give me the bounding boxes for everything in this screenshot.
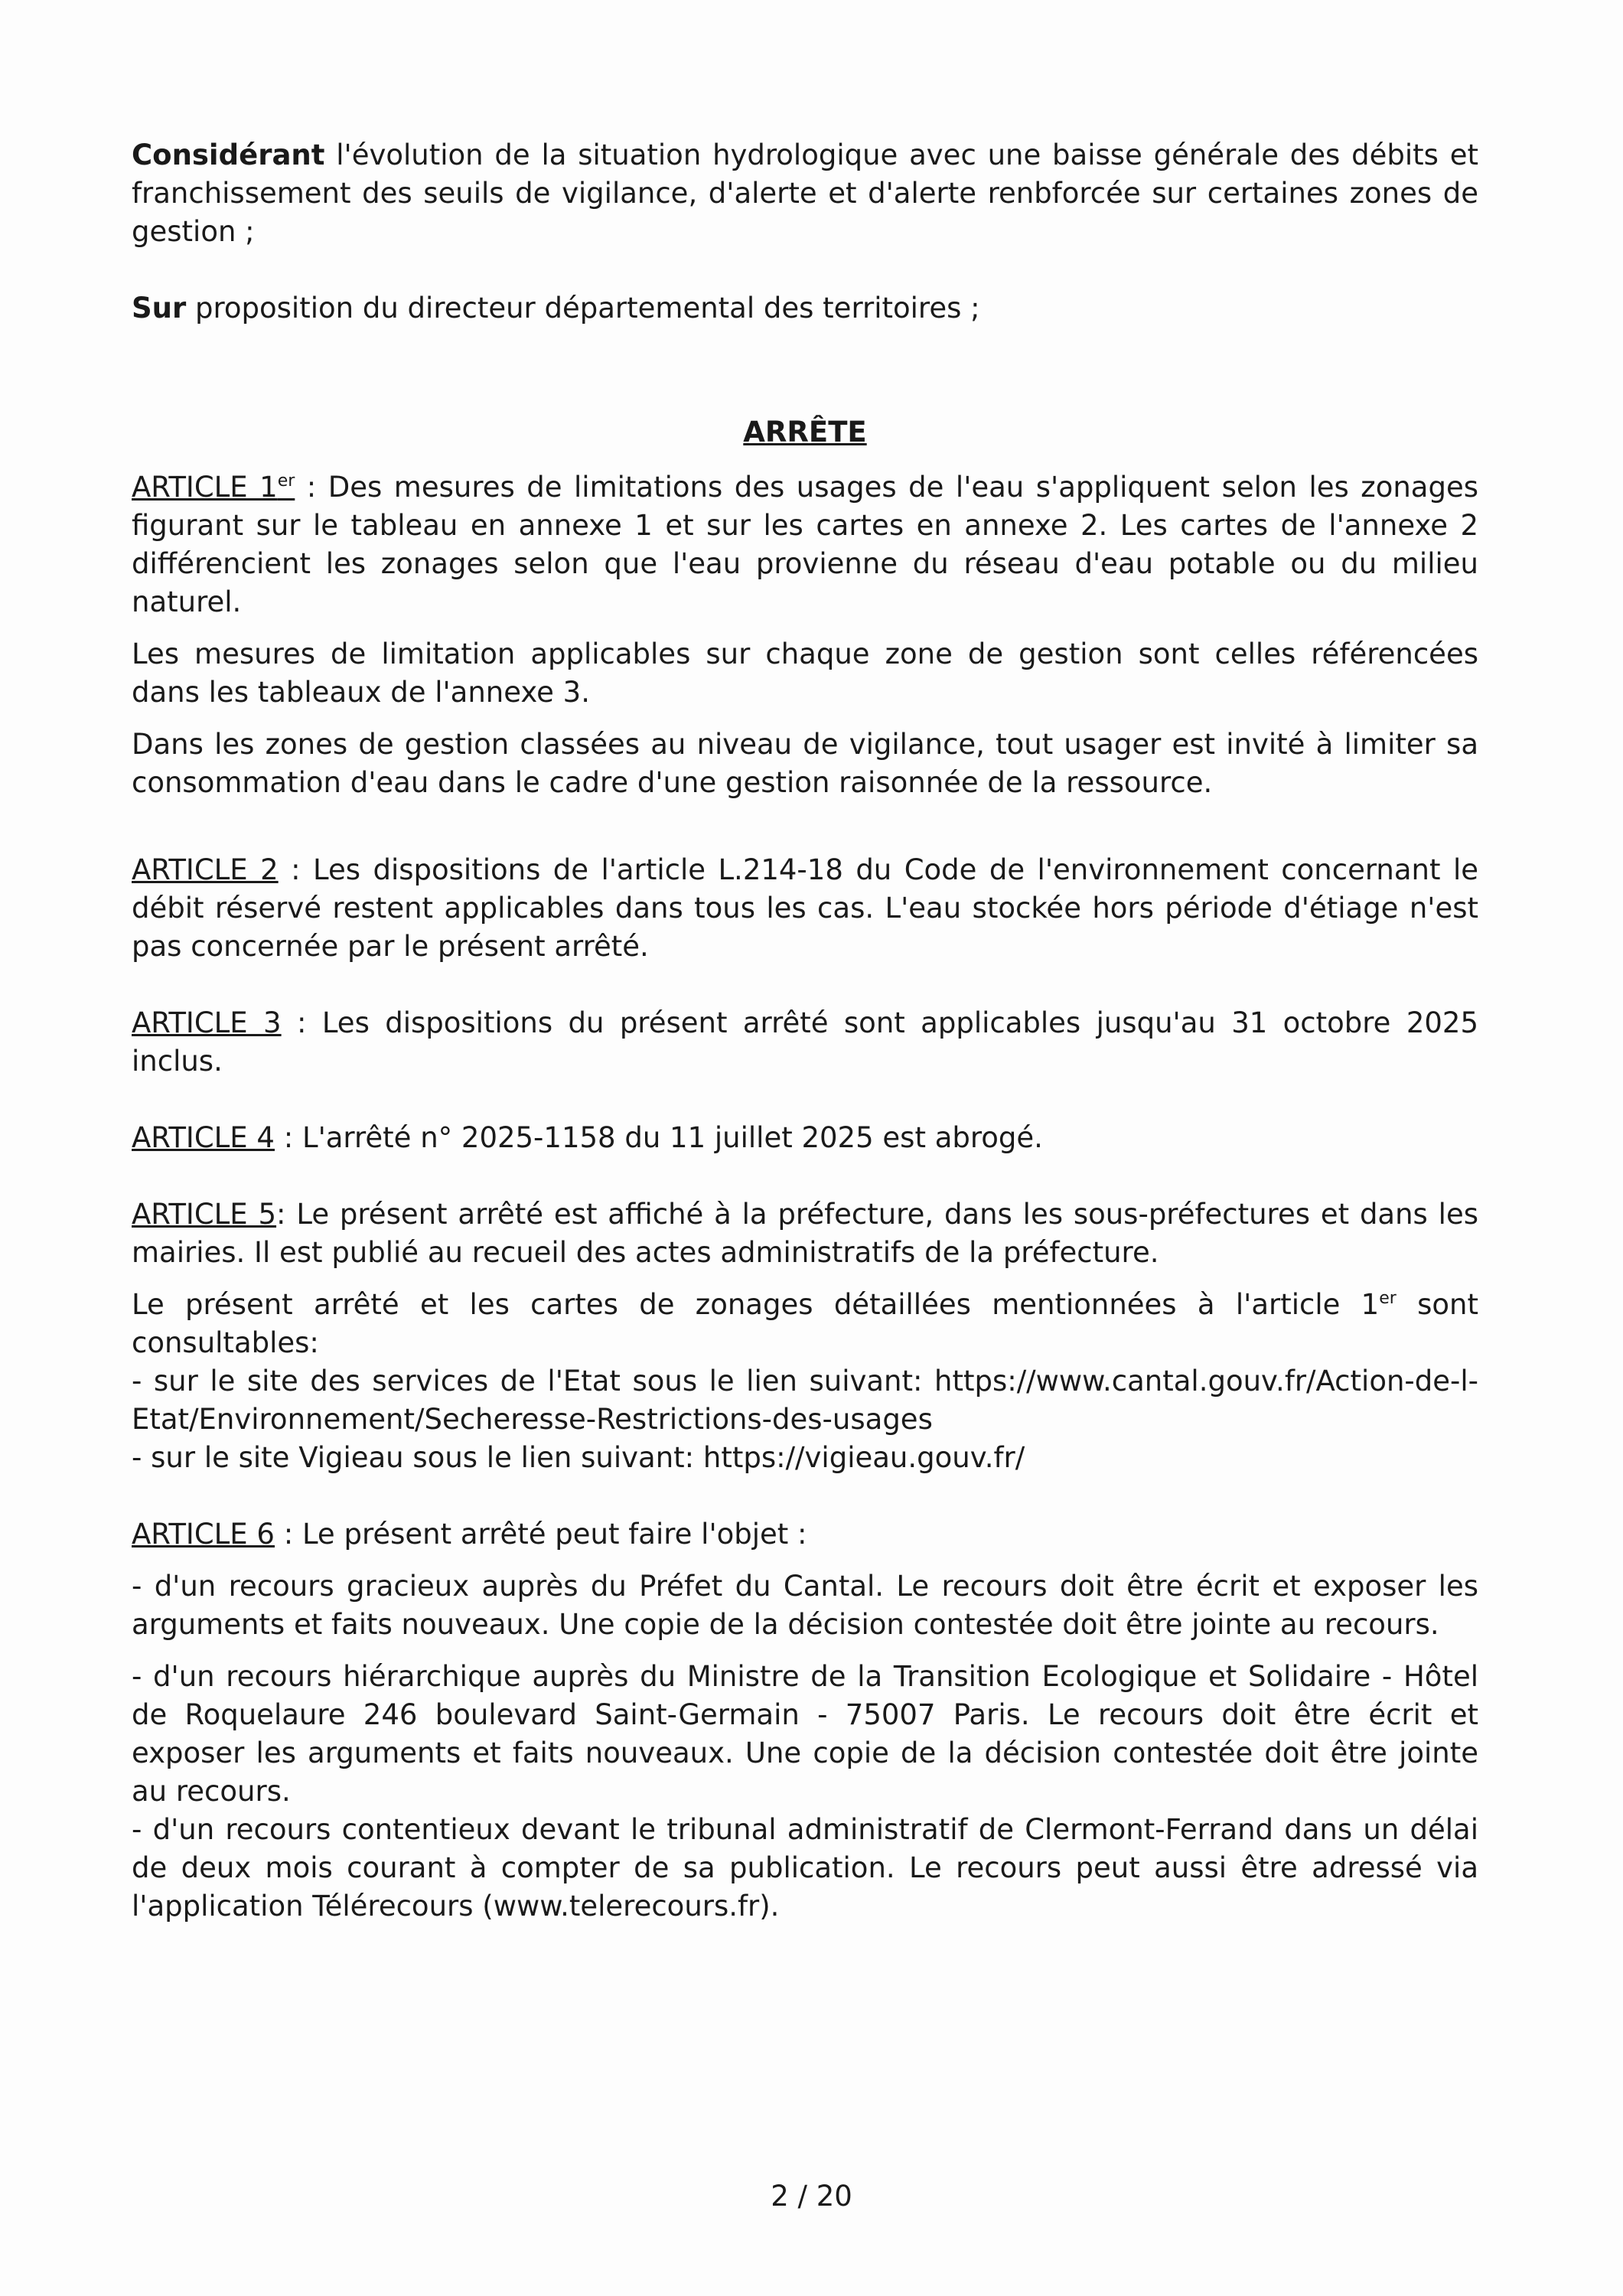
article-6-intro: : Le présent arrêté peut faire l'objet : (274, 1518, 807, 1551)
article-2-paragraph (132, 851, 1478, 966)
article-3-label: ARTICLE 3 (132, 1006, 282, 1039)
article-1-label: ARTICLE 1er (132, 471, 295, 504)
considerant-paragraph (132, 136, 1478, 251)
article-3-paragraph (132, 1004, 1478, 1081)
article-6-recours-contentieux: - d'un recours contentieux devant le tribunal administratif de Clermont-Ferrand dans un délai de deux mois courant à compter de sa publication. Le recours peut aussi être adressé via l'application Télérecours (www.telerecours.fr). (132, 1813, 1478, 1923)
article-5-paragraph (132, 1195, 1478, 1272)
article-3-text: : Les dispositions du présent arrêté sont applicables jusqu'au 31 octobre 2025 inclus. (132, 1006, 1478, 1078)
article-5-sup: er (1379, 1289, 1396, 1308)
article-2-text: : Les dispositions de l'article L.214-18 du Code de l'environnement concernant le débit réservé restent applicables dans tous les cas. L'eau stockée hors période d'étiage n'est pas concernée par le présent arrêté. (132, 853, 1478, 963)
article-6-recours-gracieux: - d'un recours gracieux auprès du Préfet du Cantal. Le recours doit être écrit et exposer les arguments et faits nouveaux. Une copie de la décision contestée doit être jointe au recours. (132, 1570, 1478, 1641)
proposition-paragraph (132, 289, 1478, 328)
article-1-paragraph-3: Dans les zones de gestion classées au niveau de vigilance, tout usager est invité à limiter sa consommation d'eau dans le cadre d'une gestion raisonnée de la ressource. (132, 728, 1478, 799)
document-body (132, 136, 1478, 1926)
article-1-paragraph-2: Les mesures de limitation applicables sur chaque zone de gestion sont celles référencées dans les tableaux de l'annexe 3. (132, 638, 1478, 709)
article-5-text: : Le présent arrêté est affiché à la préfecture, dans les sous-préfectures et dans les mairies. Il est publié au recueil des actes administratifs de la préfecture. (132, 1198, 1478, 1269)
decree-title: ARRÊTE (743, 416, 867, 448)
article-1-paragraph (132, 468, 1478, 621)
article-6-recours-hierarchique: - d'un recours hiérarchique auprès du Ministre de la Transition Ecologique et Solidaire - Hôtel de Roquelaure 246 boulevard Saint-Germain - 75007 Paris. Le recours doit être écrit et exposer les arguments et faits nouveaux. Une copie de la décision contestée doit être jointe au recours. (132, 1660, 1478, 1808)
page-number: 2 / 20 (771, 2180, 852, 2213)
proposition-lead: Sur (132, 292, 187, 325)
article-1-sup: er (277, 471, 295, 491)
article-1-text: : Des mesures de limitations des usages de l'eau s'appliquent selon les zonages figurant sur le tableau en annexe 1 et sur les cartes en annexe 2. Les cartes de l'annexe 2 différencient les zonages selon que l'eau provienne du réseau d'eau potable ou du milieu naturel. (132, 471, 1478, 618)
article-5-link-state: - sur le site des services de l'Etat sous le lien suivant: https://www.cantal.gouv.fr/Action-de-l-Etat/Environnement/Secheresse-Restrictions-des-usages (132, 1365, 1478, 1436)
article-6-label: ARTICLE 6 (132, 1518, 275, 1551)
article-4-text: : L'arrêté n° 2025-1158 du 11 juillet 2025 est abrogé. (274, 1121, 1043, 1154)
article-6-paragraph (132, 1515, 1478, 1554)
article-2-label: ARTICLE 2 (132, 853, 279, 886)
article-4-paragraph (132, 1119, 1478, 1157)
article-5-paragraph-2: Le présent arrêté et les cartes de zonages détaillées mentionnées à l'article 1er sont consultables: (132, 1288, 1479, 1359)
article-4-label: ARTICLE 4 (132, 1121, 275, 1154)
article-5-label: ARTICLE 5 (132, 1198, 277, 1231)
proposition-text: proposition du directeur départemental des territoires ; (186, 292, 980, 325)
article-5-link-vigieau: - sur le site Vigieau sous le lien suivant: https://vigieau.gouv.fr/ (132, 1441, 1025, 1474)
considerant-lead: Considérant (132, 139, 325, 171)
considerant-text: l'évolution de la situation hydrologique avec une baisse générale des débits et franchissement des seuils de vigilance, d'alerte et d'alerte renbforcée sur certaines zones de gestion ; (132, 139, 1478, 248)
